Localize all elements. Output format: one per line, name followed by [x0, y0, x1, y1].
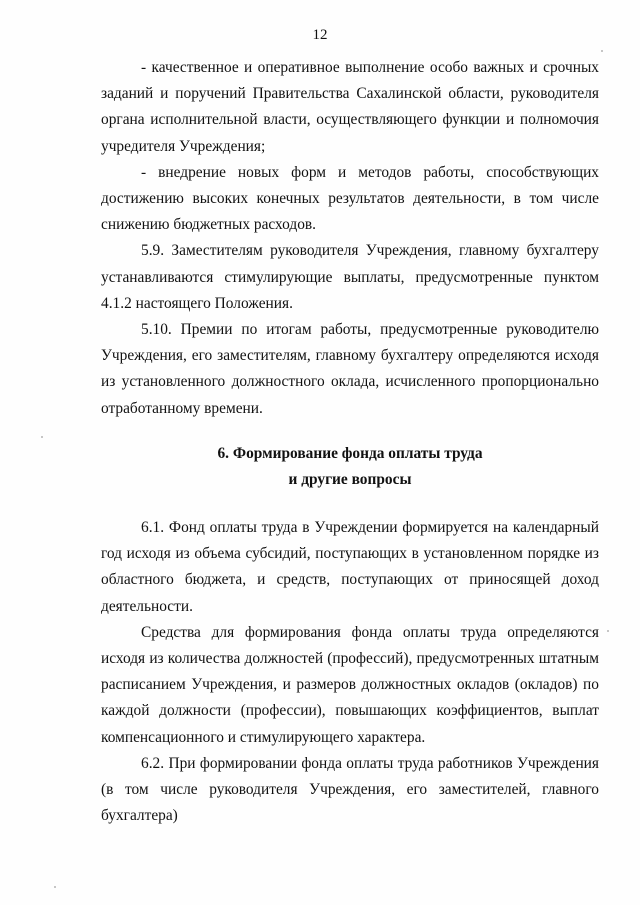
section-heading-line-2: и другие вопросы: [288, 471, 412, 488]
section-heading-line-1: 6. Формирование фонда оплаты труда: [217, 445, 483, 462]
paragraph-5-10: 5.10. Премии по итогам работы, предусмотренные руководителю Учреждения, его заместителям, главному бухгалтеру определяются исходя из установленного должностного оклада, исчисленного пропорционально отработанному времени.: [101, 321, 599, 417]
scan-speck: [601, 50, 603, 52]
page-number: 12: [312, 27, 328, 43]
scan-speck: [607, 630, 609, 632]
paragraph-bullet-2: - внедрение новых форм и методов работы, способствующих достижению высоких конечных результатов деятельности, в том числе снижению бюджетных расходов.: [101, 163, 599, 234]
section-heading: [101, 441, 599, 493]
body-text-bottom: [101, 515, 599, 829]
scan-speck: [41, 436, 43, 438]
paragraph-funds: Средства для формирования фонда оплаты труда определяются исходя из количества должностей (профессий), предусмотренных штатным расписанием Учреждения, и размеров должностных окладов (окладов) по каждой должности (профессии), повышающих коэффициентов, выплат компенсационного и стимулирующего характера.: [101, 623, 599, 746]
paragraph-5-9: 5.9. Заместителям руководителя Учреждения, главному бухгалтеру устанавливаются стимулирующие выплаты, предусмотренные пунктом 4.1.2 настоящего Положения.: [101, 242, 599, 312]
body-text-top: [101, 55, 599, 422]
paragraph-6-1: 6.1. Фонд оплаты труда в Учреждении формируется на календарный год исходя из объема субсидий, поступающих в установленном порядке из областного бюджета, и средств, поступающих от приносящей доход деятельности.: [101, 519, 599, 615]
paragraph-6-2: 6.2. При формировании фонда оплаты труда работников Учреждения (в том числе руководителя Учреждения, его заместителей, главного бухгалтера): [101, 754, 599, 825]
scan-speck: [54, 886, 56, 888]
paragraph-bullet-1: - качественное и оперативное выполнение особо важных и срочных заданий и поручений Правительства Сахалинской области, руководителя органа исполнительной власти, осуществляющего функции и полномочия учредителя Учреждения;: [101, 59, 599, 155]
